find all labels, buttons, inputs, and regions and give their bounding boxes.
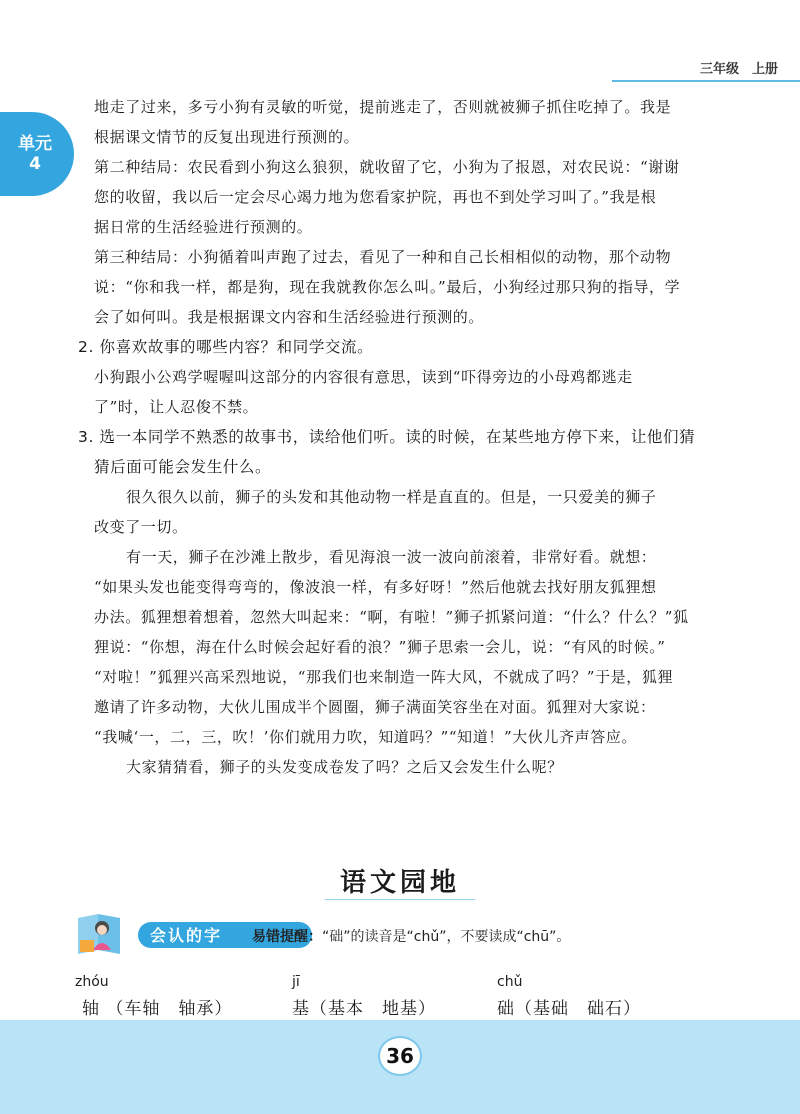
char-item	[75, 974, 233, 1019]
body-line: “我喊‘一，二，三，吹！’你们就用力吹，知道吗？”“知道！”大伙儿齐声答应。	[94, 728, 638, 746]
body-line: 大家猜猜看，狮子的头发变成卷发了吗？之后又会发生什么呢？	[126, 758, 563, 776]
body-line: 第二种结局：农民看到小狗这么狼狈，就收留了它，小狗为了报恩，对农民说：“谢谢	[94, 158, 680, 176]
body-line: 办法。狐狸想着想着，忽然大叫起来：“啊，有啦！”狮子抓紧问道：“什么？什么？”狐	[94, 608, 689, 626]
char-item	[497, 974, 641, 1019]
section-title-underline	[325, 899, 475, 900]
char-entry: 础（基础 础石）	[497, 999, 641, 1019]
char-pinyin: chǔ	[497, 974, 523, 990]
recognize-chars-header	[72, 920, 772, 950]
page-number: 36	[378, 1036, 422, 1076]
body-line: 了”时，让人忍俊不禁。	[94, 398, 259, 416]
error-tip-text: “础”的读音是“chǔ”，不要读成“chū”。	[322, 929, 571, 945]
body-line: 会了如何叫。我是根据课文内容和生活经验进行预测的。	[94, 308, 485, 326]
body-line: 地走了过来，多亏小狗有灵敏的听觉，提前逃走了，否则就被狮子抓住吃掉了。我是	[94, 98, 672, 116]
body-line: 根据课文情节的反复出现进行预测的。	[94, 128, 360, 146]
body-line: 很久很久以前，狮子的头发和其他动物一样是直直的。但是，一只爱美的狮子	[126, 488, 657, 506]
body-line: 狸说：“你想，海在什么时候会起好看的浪？”狮子思索一会儿，说：“有风的时候。”	[94, 638, 666, 656]
body-line: 据日常的生活经验进行预测的。	[94, 218, 313, 236]
body-text	[78, 92, 728, 782]
unit-tab-label: 单元	[18, 134, 52, 154]
body-line: 2. 你喜欢故事的哪些内容？和同学交流。	[78, 338, 374, 356]
body-line: 有一天，狮子在沙滩上散步，看见海浪一波一波向前滚着，非常好看。就想：	[126, 548, 657, 566]
body-line: “对啦！”狐狸兴高采烈地说，“那我们也来制造一阵大风，不就成了吗？”于是，狐狸	[94, 668, 674, 686]
body-line: 猜后面可能会发生什么。	[94, 458, 272, 476]
char-pinyin: jī	[292, 974, 300, 990]
body-line: 小狗跟小公鸡学喔喔叫这部分的内容很有意思，读到“吓得旁边的小母鸡都逃走	[94, 368, 633, 386]
header-rule	[612, 80, 800, 82]
error-tip	[252, 926, 570, 946]
body-line: 邀请了许多动物，大伙儿围成半个圆圈，狮子满面笑容坐在对面。狐狸对大家说：	[94, 698, 656, 716]
reading-child-icon	[72, 910, 128, 956]
char-entry: 轴 （车轴 轴承）	[82, 999, 233, 1019]
body-line: 第三种结局：小狗循着叫声跑了过去，看见了一种和自己长相相似的动物，那个动物	[94, 248, 672, 266]
body-line: 3. 选一本同学不熟悉的故事书，读给他们听。读的时候，在某些地方停下来，让他们猜	[78, 428, 696, 446]
unit-tab-number: 4	[29, 154, 41, 174]
char-pinyin: zhóu	[75, 974, 109, 990]
body-line: 说：“你和我一样，都是狗，现在我就教你怎么叫。”最后，小狗经过那只狗的指导，学	[94, 278, 681, 296]
char-item	[292, 974, 436, 1019]
character-list	[0, 974, 800, 1024]
char-entry: 基（基本 地基）	[292, 999, 436, 1019]
body-line: “如果头发也能变得弯弯的，像波浪一样，有多好呀！”然后他就去找好朋友狐狸想	[94, 578, 657, 596]
unit-tab	[0, 112, 74, 196]
body-line: 您的收留，我以后一定会尽心竭力地为您看家护院，再也不到处学习叫了。”我是根	[94, 188, 657, 206]
error-tip-label: 易错提醒：	[252, 929, 322, 945]
section-badge-label: 会认的字	[150, 926, 223, 945]
body-line: 改变了一切。	[94, 518, 188, 536]
grade-label: 三年级 上册	[699, 62, 778, 77]
section-title: 语文园地	[339, 868, 460, 898]
